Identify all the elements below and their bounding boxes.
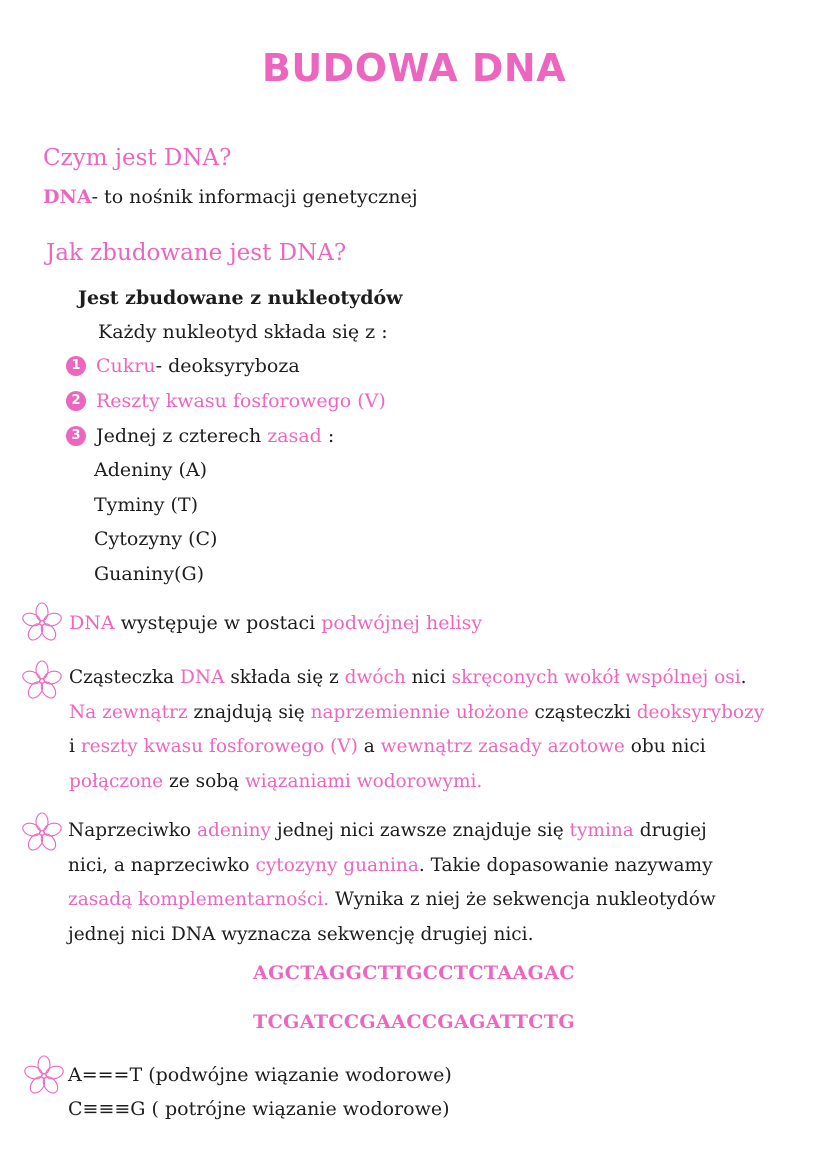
flower-icon [20,812,64,854]
text-pink: wiązaniami wodorowymi. [244,770,483,792]
helix-statement [69,606,482,640]
text: Naprzeciwko [68,820,197,841]
complement-line-3 [68,883,716,918]
sequence-strand-2: TCGATCCGAACCGAGATTCTG [253,1011,575,1033]
number-3-icon: 3 [66,426,86,446]
definition-text: - to nośnik informacji genetycznej [91,186,418,208]
text-pink: tymina [569,820,634,841]
text: cząsteczki [528,701,637,723]
list-item-sugar [66,349,300,383]
helix-dna: DNA [69,612,115,634]
text: składa się z [224,667,345,688]
structure-line-1 [69,661,764,696]
base-guanine: Guaniny(G) [94,563,205,585]
base-adenine: Adeniny (A) [94,459,207,481]
base-thymine: Tyminy (T) [94,494,199,516]
helix-mid: występuje w postaci [114,612,322,634]
flower-icon [20,660,64,702]
text-pink: dwóch [344,667,406,688]
helix-term: podwójnej helisy [321,612,483,634]
dna-definition [43,180,418,214]
text: a [357,736,381,757]
text-pink: skręconych wokół wspólnej osi [451,667,741,688]
dna-term: DNA [43,186,92,208]
text: obu nici [624,736,706,757]
item-label-sugar: Cukru [96,355,156,377]
text: . Takie dopasowanie nazywamy [418,854,713,876]
text: nici, a naprzeciwko [68,854,256,876]
text: nici [405,667,452,688]
flower-icon [22,1055,66,1097]
nucleotide-intro: Każdy nukleotyd składa się z : [98,321,388,343]
text: jednej nici zawsze znajduje się [270,820,570,841]
text-pink: deoksyrybozy [636,701,765,723]
bond-cg: C≡≡≡G ( potrójne wiązanie wodorowe) [68,1098,450,1120]
base-cytosine: Cytozyny (C) [94,528,218,550]
list-item-bases [66,419,334,453]
flower-icon [20,602,64,644]
structure-line-3 [69,730,764,765]
text-pink: cytozyny guanina [255,854,419,876]
structure-paragraph [69,661,764,799]
sequence-strand-1: AGCTAGGCTTGCCTCTAAGAC [253,962,575,984]
item-rest-bases: : [321,425,335,447]
text-pink: naprzemiennie ułożone [310,701,529,723]
text-pink: reszty kwasu fosforowego (V) [80,736,358,757]
text-pink: Na zewnątrz [69,701,188,723]
section-heading-structure: Jak zbudowane jest DNA? [46,240,347,266]
page-title: BUDOWA DNA [261,46,567,90]
text: . [740,667,747,688]
text-pink: połączone [69,770,164,792]
bond-at: A===T (podwójne wiązanie wodorowe) [68,1064,452,1086]
text: znajdują się [187,701,311,723]
subheading-nucleotides: Jest zbudowane z nukleotydów [78,287,403,309]
text-pink: wewnątrz zasady azotowe [380,736,625,757]
complement-line-2 [68,849,716,884]
item-lead-bases: Jednej z czterech [96,425,268,447]
text: drugiej [633,820,707,841]
number-1-icon: 1 [66,356,86,376]
section-heading-what-is-dna: Czym jest DNA? [43,145,232,171]
complement-line-1 [68,814,716,849]
complementarity-paragraph [68,814,716,952]
structure-line-2 [69,696,764,731]
text-pink: adeniny [196,820,271,841]
list-item-phosphate [66,384,386,418]
text: i [69,736,81,757]
structure-line-4 [69,765,764,800]
number-2-icon: 2 [66,391,86,411]
text-pink: DNA [180,667,225,688]
text: Wynika z niej że sekwencja nukleotydów [329,889,716,910]
item-rest-sugar: - deoksyryboza [155,355,300,377]
complement-line-4: jednej nici DNA wyznacza sekwencję drugiej nici. [68,923,534,945]
text: ze sobą [163,770,245,792]
item-label-bases: zasad [267,425,322,447]
text: Cząsteczka [69,667,181,688]
text-pink: zasadą komplementarności. [68,889,330,910]
item-label-phosphate: Reszty kwasu fosforowego (V) [96,390,386,412]
